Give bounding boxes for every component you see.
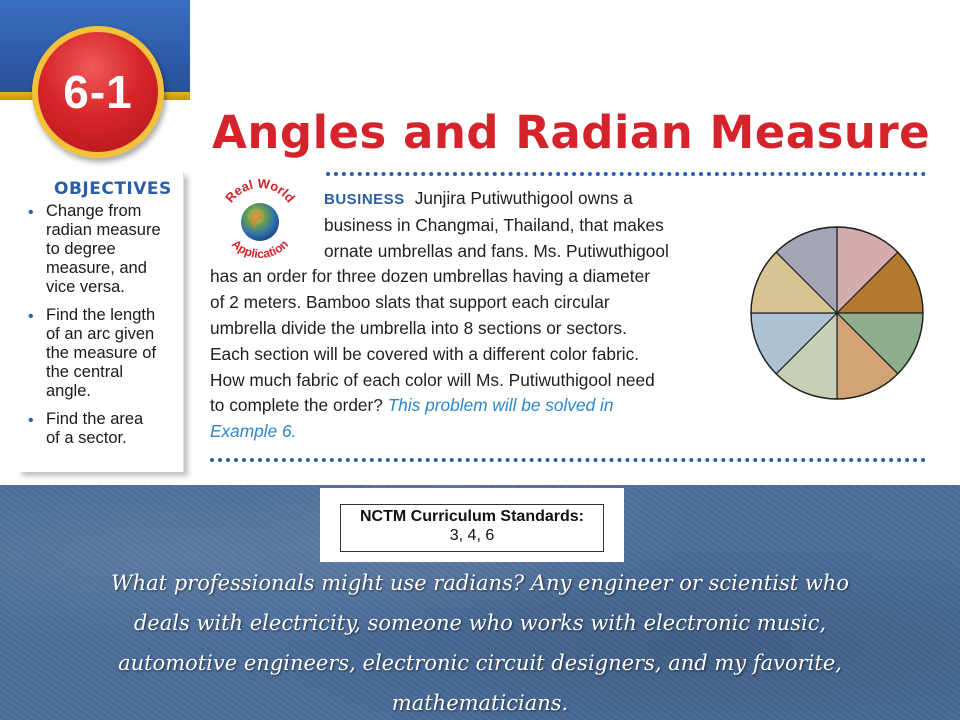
dotted-divider-bottom [210, 458, 926, 462]
nctm-panel [320, 488, 624, 562]
answer-line: automotive engineers, electronic circuit designers, and my favorite, [118, 651, 842, 675]
objectives-panel [18, 172, 184, 472]
paragraph-line: has an order for three dozen umbrellas having a diameter [210, 266, 650, 287]
objective-line: the central [46, 363, 124, 381]
umbrella-diagram [748, 224, 926, 402]
dotted-divider-top [326, 172, 926, 176]
objective-line: radian measure [46, 221, 161, 239]
paragraph-line: ornate umbrellas and fans. Ms. Putiwuthigool [324, 240, 669, 261]
objective-line: Find the length [46, 306, 156, 324]
objective-line: Change from [46, 202, 142, 220]
bullet-icon: • [28, 412, 34, 429]
objective-item [26, 410, 182, 448]
objective-line: the measure of [46, 344, 157, 362]
answer-line: What professionals might use radians? Any engineer or scientist who [111, 571, 849, 595]
nctm-standards: 3, 4, 6 [449, 527, 495, 544]
paragraph-line: Each section will be covered with a different color fabric. [210, 343, 640, 364]
objective-line: vice versa. [46, 278, 125, 296]
objective-item [26, 202, 182, 297]
example-note-continued: Example 6. [210, 421, 297, 442]
paragraph-line: How much fabric of each color will Ms. Putiwuthigool need [210, 369, 655, 390]
objective-item [26, 306, 182, 401]
nctm-title: NCTM Curriculum Standards: [359, 508, 584, 525]
objective-line: angle. [46, 382, 91, 400]
objective-line: of an arc given [46, 325, 155, 343]
logo-top-text: Real World [222, 175, 299, 206]
logo-bottom-text: Application [228, 236, 292, 262]
paragraph-line: BUSINESS Junjira Putiwuthigool owns a [324, 188, 633, 208]
paragraph-line: to complete the order? This problem will be solved in [210, 395, 614, 416]
paragraph-line: business in Changmai, Thailand, that makes [324, 214, 664, 235]
objective-line: Find the area [46, 410, 144, 428]
business-paragraph [210, 186, 730, 445]
objective-line: to degree [46, 240, 116, 258]
answer-line: deals with electricity, someone who works with electronic music, [133, 611, 827, 635]
answer-text [30, 563, 930, 720]
lesson-number: 6-1 [63, 66, 133, 118]
bullet-icon: • [28, 204, 34, 221]
bullet-icon: • [28, 308, 34, 325]
example-note: This problem will be solved in [387, 395, 614, 416]
nctm-box [340, 504, 604, 552]
lesson-badge [32, 26, 164, 158]
answer-line: mathematicians. [391, 691, 569, 715]
business-label: BUSINESS [324, 191, 405, 208]
objective-line: of a sector. [46, 429, 127, 447]
objectives-heading: OBJECTIVES [54, 179, 172, 199]
paragraph-line: umbrella divide the umbrella into 8 sections or sectors. [210, 317, 627, 338]
objective-line: measure, and [46, 259, 147, 277]
objectives-list [26, 202, 182, 457]
paragraph-line: of 2 meters. Bamboo slats that support each circular [210, 292, 610, 313]
lesson-title: Angles and Radian Measure [212, 106, 931, 159]
